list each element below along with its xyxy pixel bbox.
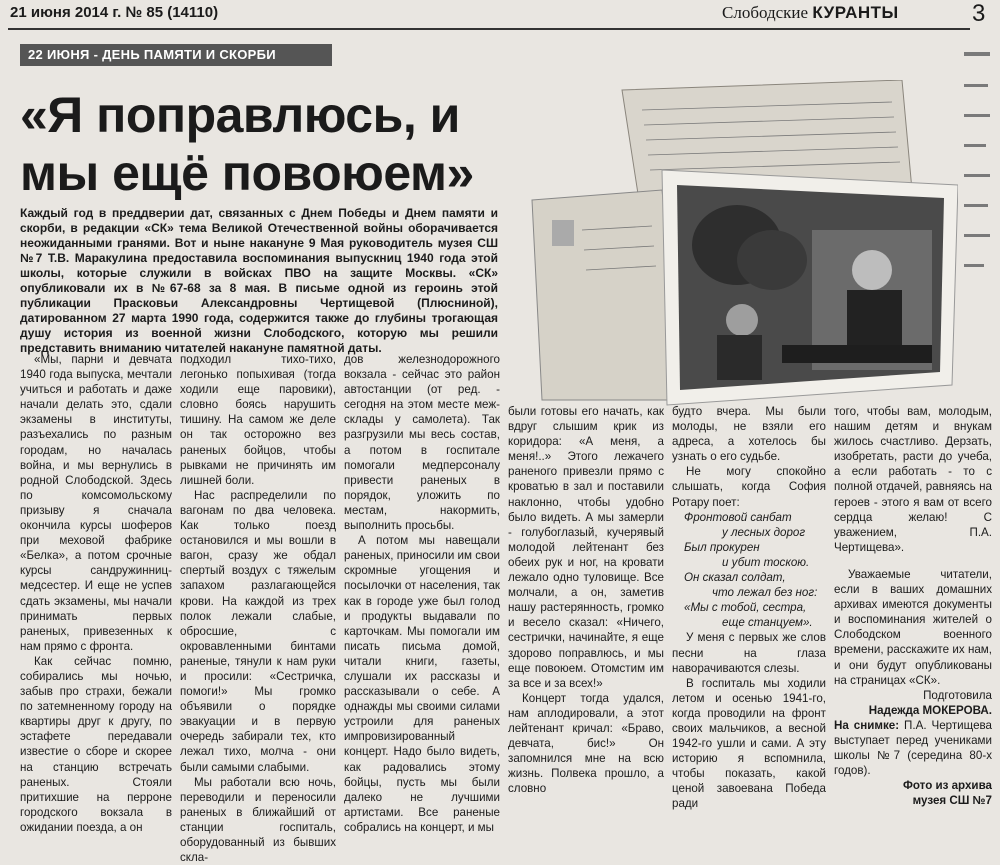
byline-label: Подготовила [923, 688, 992, 702]
photo-caption [834, 718, 992, 778]
poem-line: у лесных дорог [722, 525, 806, 539]
header-rule [8, 28, 970, 30]
poem-line: Фронтовой санбат [684, 510, 792, 524]
paragraph: В госпиталь мы ходили летом и осенью 1941-го, когда проводили на фронт своих мальчиков, а весной 1942-го ушли и сами. А эту историю я вспомнила, чтобы показать, какой ценой завоевана Победа ради [672, 676, 826, 811]
paper-masthead [722, 3, 899, 23]
paragraph: Нас распределили по вагонам по два человека. Как только поезд остановился и мы вошли в вагон, сразу же обдал спертый воздух с тяжелым запахом разлагающейся крови. На каждой из трех полок лежали слабые, обросшие, с окровавленными бинтами раненые, тянули к нам руки и просили: «Сестричка, помоги!» Мы громко объявили о порядке эвакуации и в первую очередь забирали тех, кто лежал тихо, молча - они были самыми слабыми. [180, 488, 336, 774]
article-headline: «Я поправлюсь, и мы ещё повоюем» [20, 87, 474, 201]
paragraph: А потом мы навещали раненых, приносили им свои скромные угощения и посылочки от населения, так как в городе уже был голод и продукты выдавали по карточкам. Мы помогали им писать письма домой, читали книги, газеты, слушали их рассказы и рассказывали о себе. А однажды мы своими силами устроили для раненых импровизированный концерт. Надо было видеть, как радовались этому бойцы, пусть мы были далеко не лучшими артистами. Все раненые собрались на концерт, и мы [344, 534, 500, 834]
paragraph: «Мы, парни и девчата 1940 года выпуска, мечтали учиться и работать и даже начали делать это, сдали экзамены в институты, разъехались по разным городам, но началась война, и мы вернулись в родной Слободской. Здесь по комсомольскому призыву я сначала окончила курсы шоферов при меховой фабрике «Белка», а потом срочные курсы сандружинниц-медсестер. И еще не успев сдать экзамены, мы начали принимать первых раненых, привезенных к нам прямо с фронта. [20, 353, 172, 653]
rubric-banner: 22 ИЮНЯ - ДЕНЬ ПАМЯТИ И СКОРБИ [20, 44, 332, 66]
paragraph: были готовы его начать, как вдруг слышим крик из коридора: «А меня, а меня!..» Этого лежачего раненого привезли прямо с кроватью в зал и поставили наклонно, чтобы удобно было видеть. А мы замерли - голубоглазый, кучерявый молодой лейтенант без обеих рук и ног, на кровати лежало одно туловище. Все молчали, а он, заметив нашу растерянность, громко и весело сказал: «Ничего, сестрички, начинайте, я еще здорово поправлюсь, и мы еще повоюем. Отомстим им за все и за всех!» [508, 405, 664, 690]
body-column-3 [344, 352, 500, 835]
poem-line: Был прокурен [684, 540, 760, 554]
paragraph: Не могу спокойно слышать, когда София Ротару поет: [672, 465, 826, 509]
poem-line: что лежал без ног: [712, 586, 818, 600]
caption-text: П.А. Чертищева выступает перед учениками школы №7 (середина 80-х годов). [834, 718, 992, 778]
paragraph: подходил тихо-тихо, легонько попыхивая (тогда ходили еще паровики), словно боясь нарушить тишину. На самом же деле он так осторожно вез раненых бойцов, чтобы рывками не причинять им лишней боли. [180, 353, 336, 487]
photo-credit-line-2: музея СШ №7 [912, 794, 992, 808]
paragraph: Мы работали всю ночь, переводили и переносили раненых в ближайший от станции госпиталь, оборудованный из бывших скла- [180, 775, 336, 865]
body-column-4 [508, 404, 664, 796]
song-quote [672, 510, 826, 631]
envelope [532, 190, 682, 400]
byline-name: Надежда МОКЕРОВА. [868, 703, 992, 717]
issue-line: 21 июня 2014 г. № 85 (14110) [10, 4, 219, 21]
paragraph: Как сейчас помню, собирались мы ночью, забыв про страхи, бежали по затемненному городу на квартиры друг к другу, по эстафете передавали известие о сборе и скорее на станцию встречать раненых. Стояли притихшие на перроне городского вокзала в ожидании поезда, а он [20, 654, 172, 834]
adjacent-column-edge [960, 44, 994, 464]
paragraph: дов железнодорожного вокзала - сейчас это район автостанции (от ред. - сегодня на этом месте меж-склады у самолета). Так разгрузили мы весь состав, а потом в госпитале помогали медперсоналу привести раненых в порядок, уложить по местам, накормить, выполнить просьбы. [344, 353, 500, 533]
poem-line: «Мы с тобой, сестра, [684, 601, 807, 615]
page-number: 3 [972, 0, 986, 27]
poem-line: еще станцуем». [722, 616, 813, 630]
paper-prefix: Слободские [722, 3, 809, 22]
poem-line: и убит тоскою. [722, 555, 810, 569]
body-column-1 [20, 352, 172, 835]
paragraph: Уважаемые читатели, если в ваших домашних архивах имеются документы и воспоминания жителей о Слободском военного времени, расскажите их нам, и они будут опубликованы на страницах «СК». [834, 567, 992, 687]
paragraph: У меня с первых же слов песни на глаза наворачиваются слезы. [672, 631, 826, 675]
photo-credit-line-1: Фото из архива [902, 779, 992, 793]
body-column-5 [672, 404, 826, 812]
photo-person-speaker [852, 250, 892, 290]
paragraph: Концерт тогда удался, нам аплодировали, а этот лейтенант кричал: «Браво, девчата, бис!» Он запомнился мне на всю жизнь. Полвека прошло, а словно [508, 691, 664, 796]
body-column-6 [834, 404, 992, 808]
paragraph: того, чтобы вам, молодым, нашим детям и внукам жилось счастливо. Дерзать, изобретать, расти до учеба, а если работать - то с полной отдачей, равняясь на героев - этого я вам от всего сердца желаю! С уважением, П.А. Чертищева». [834, 405, 992, 554]
photograph [662, 170, 958, 405]
caption-label: На снимке: [834, 718, 900, 732]
photo-table [782, 345, 932, 363]
poem-line: Он сказал солдат, [684, 571, 786, 585]
paper-name: КУРАНТЫ [812, 3, 899, 22]
article-photo [512, 80, 958, 410]
body-column-2 [180, 352, 336, 865]
article-lead: Каждый год в преддверии дат, связанных с Днем Победы и Днем памяти и скорби, в редакции «СК» тема Великой Отечественной войны оборачивается неожиданными гранями. Вот и ныне накануне 9 Мая руководитель музея СШ №7 Т.В. Маракулина предоставила воспоминания выпускниц 1940 года этой школы, которые служили в войсках ПВО на защите Москвы. «СК» опубликовали их в №67-68 за 8 мая. В письме одной из героинь этой публикации Прасковьи Александровны Чертищевой (Плюсниной), датированном 27 марта 1990 года, содержится также до глубины трогающая душу история из военной жизни Слободского, которую мы решили представить вниманию читателей накануне памятной даты. [20, 206, 498, 355]
photo-person-listener [726, 304, 758, 336]
paragraph: будто вчера. Мы были молоды, не взяли его адреса, а хотелось бы узнать о его судьбе. [672, 405, 826, 464]
postage-stamp [552, 220, 574, 246]
